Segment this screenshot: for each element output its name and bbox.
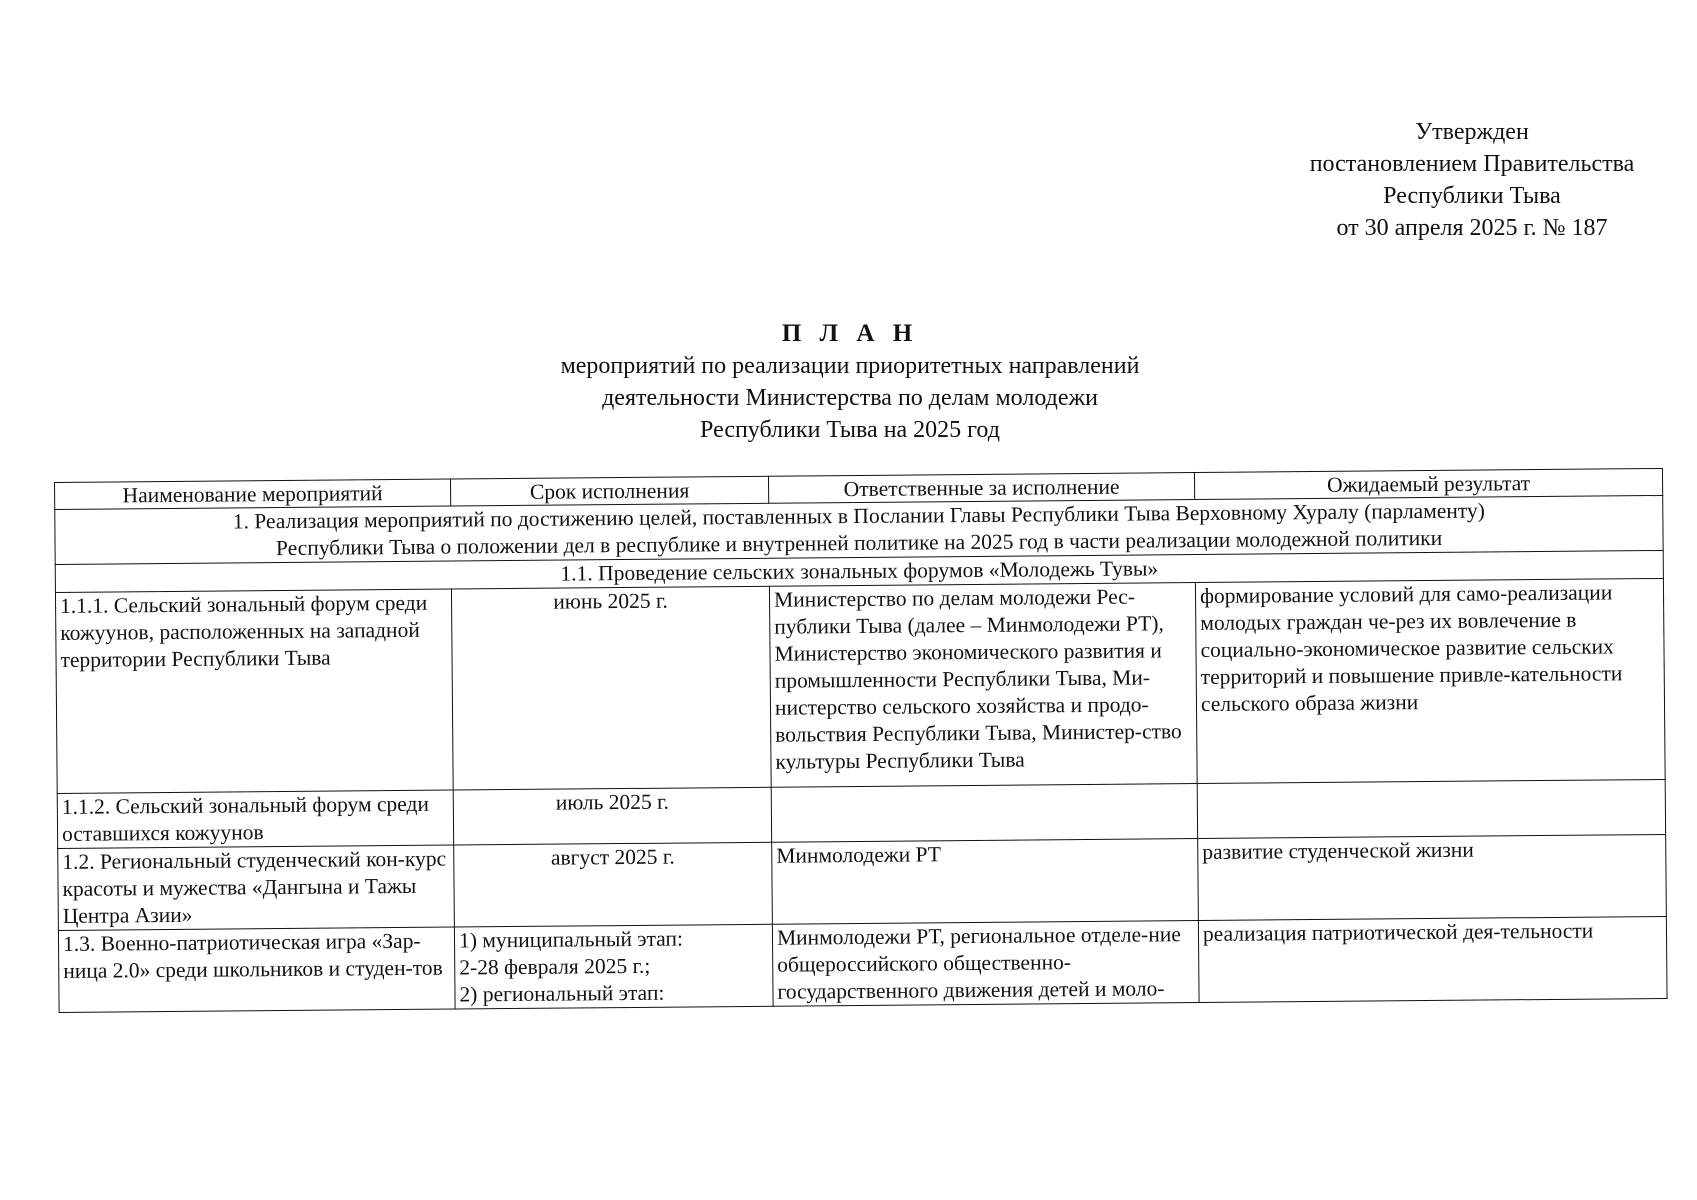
cell-responsible: Минмолодежи РТ [772,839,1199,925]
cell-name: 1.3. Военно-патриотическая игра «Зар-ница 2.0» среди школьников и студен-тов [58,927,455,1012]
term-line-3: 2) региональный этап: [459,980,665,1007]
term-line-2: 2-28 февраля 2025 г.; [459,953,651,980]
approval-line-4: от 30 апреля 2025 г. № 187 [1336,215,1608,241]
title-line-3: Республики Тыва на 2025 год [700,417,1000,443]
cell-name: 1.1.2. Сельский зональный форум среди оставшихся кожуунов [57,790,453,848]
approval-block [1262,116,1682,244]
table-row [58,916,1667,1012]
cell-result [1197,779,1665,838]
section-1-line-2: Республики Тыва о положении дел в республике и внутренней политике на 2025 год в части реализации молодежной политики [275,525,1443,561]
approval-line-2: постановлением Правительства [1309,151,1635,177]
document-title [400,318,1300,446]
subsection-1-1-heading: 1.1. Проведение сельских зональных форумов «Молодежь Тувы» [55,550,1663,592]
table-row [58,834,1667,930]
term-line-1: 1) муниципальный этап: [458,926,684,953]
title-line-2: деятельности Министерства по делам молодежи [602,385,1098,411]
cell-responsible: Минмолодежи РТ, региональное отделе-ние общероссийского общественно-государственного движения детей и моло- [772,921,1199,1007]
header-name: Наименование мероприятий [55,479,451,509]
cell-responsible [771,784,1197,843]
header-result: Ожидаемый результат [1194,468,1662,499]
cell-term: июль 2025 г. [453,787,771,845]
header-term: Срок исполнения [450,476,768,506]
cell-term [454,924,773,1009]
plan-table [54,468,1668,1013]
approval-line-3: Республики Тыва [1383,183,1561,209]
cell-name: 1.1.1. Сельский зональный форум среди кожуунов, расположенных на западной территории Республики Тыва [55,589,453,793]
title-head: П Л А Н [781,320,919,347]
approval-line-1: Утвержден [1415,119,1529,145]
header-responsible: Ответственные за исполнение [768,473,1194,504]
cell-result: формирование условий для само-реализации молодых граждан че-рез их вовлечение в социально-экономическое развитие сельских территорий и повышение привле-кательности сельского образа жизни [1195,578,1665,783]
cell-responsible: Министерство по делам молодежи Рес-публики Тыва (далее – Минмолодежи РТ), Министерство экономического развития и промышленности Республики Тыва, Ми-нистерство сельского хозяйства и продо-вольствия Республики Тыва, Министер-ство культуры Республики Тыва [769,583,1197,788]
section-1-line-1: 1. Реализация мероприятий по достижению целей, поставленных в Послании Главы Республики Тыва Верховному Хуралу (парламенту) [232,498,1485,534]
table-row [55,578,1665,793]
cell-result: развитие студенческой жизни [1198,834,1667,920]
cell-term: август 2025 г. [454,842,773,927]
title-line-1: мероприятий по реализации приоритетных направлений [560,353,1140,379]
cell-term: июнь 2025 г. [451,586,771,790]
cell-result: реализация патриотической дея-тельности [1198,916,1667,1002]
cell-name: 1.2. Региональный студенческий кон-курс красоты и мужества «Дангына и Тажы Центра Азии» [58,845,455,930]
